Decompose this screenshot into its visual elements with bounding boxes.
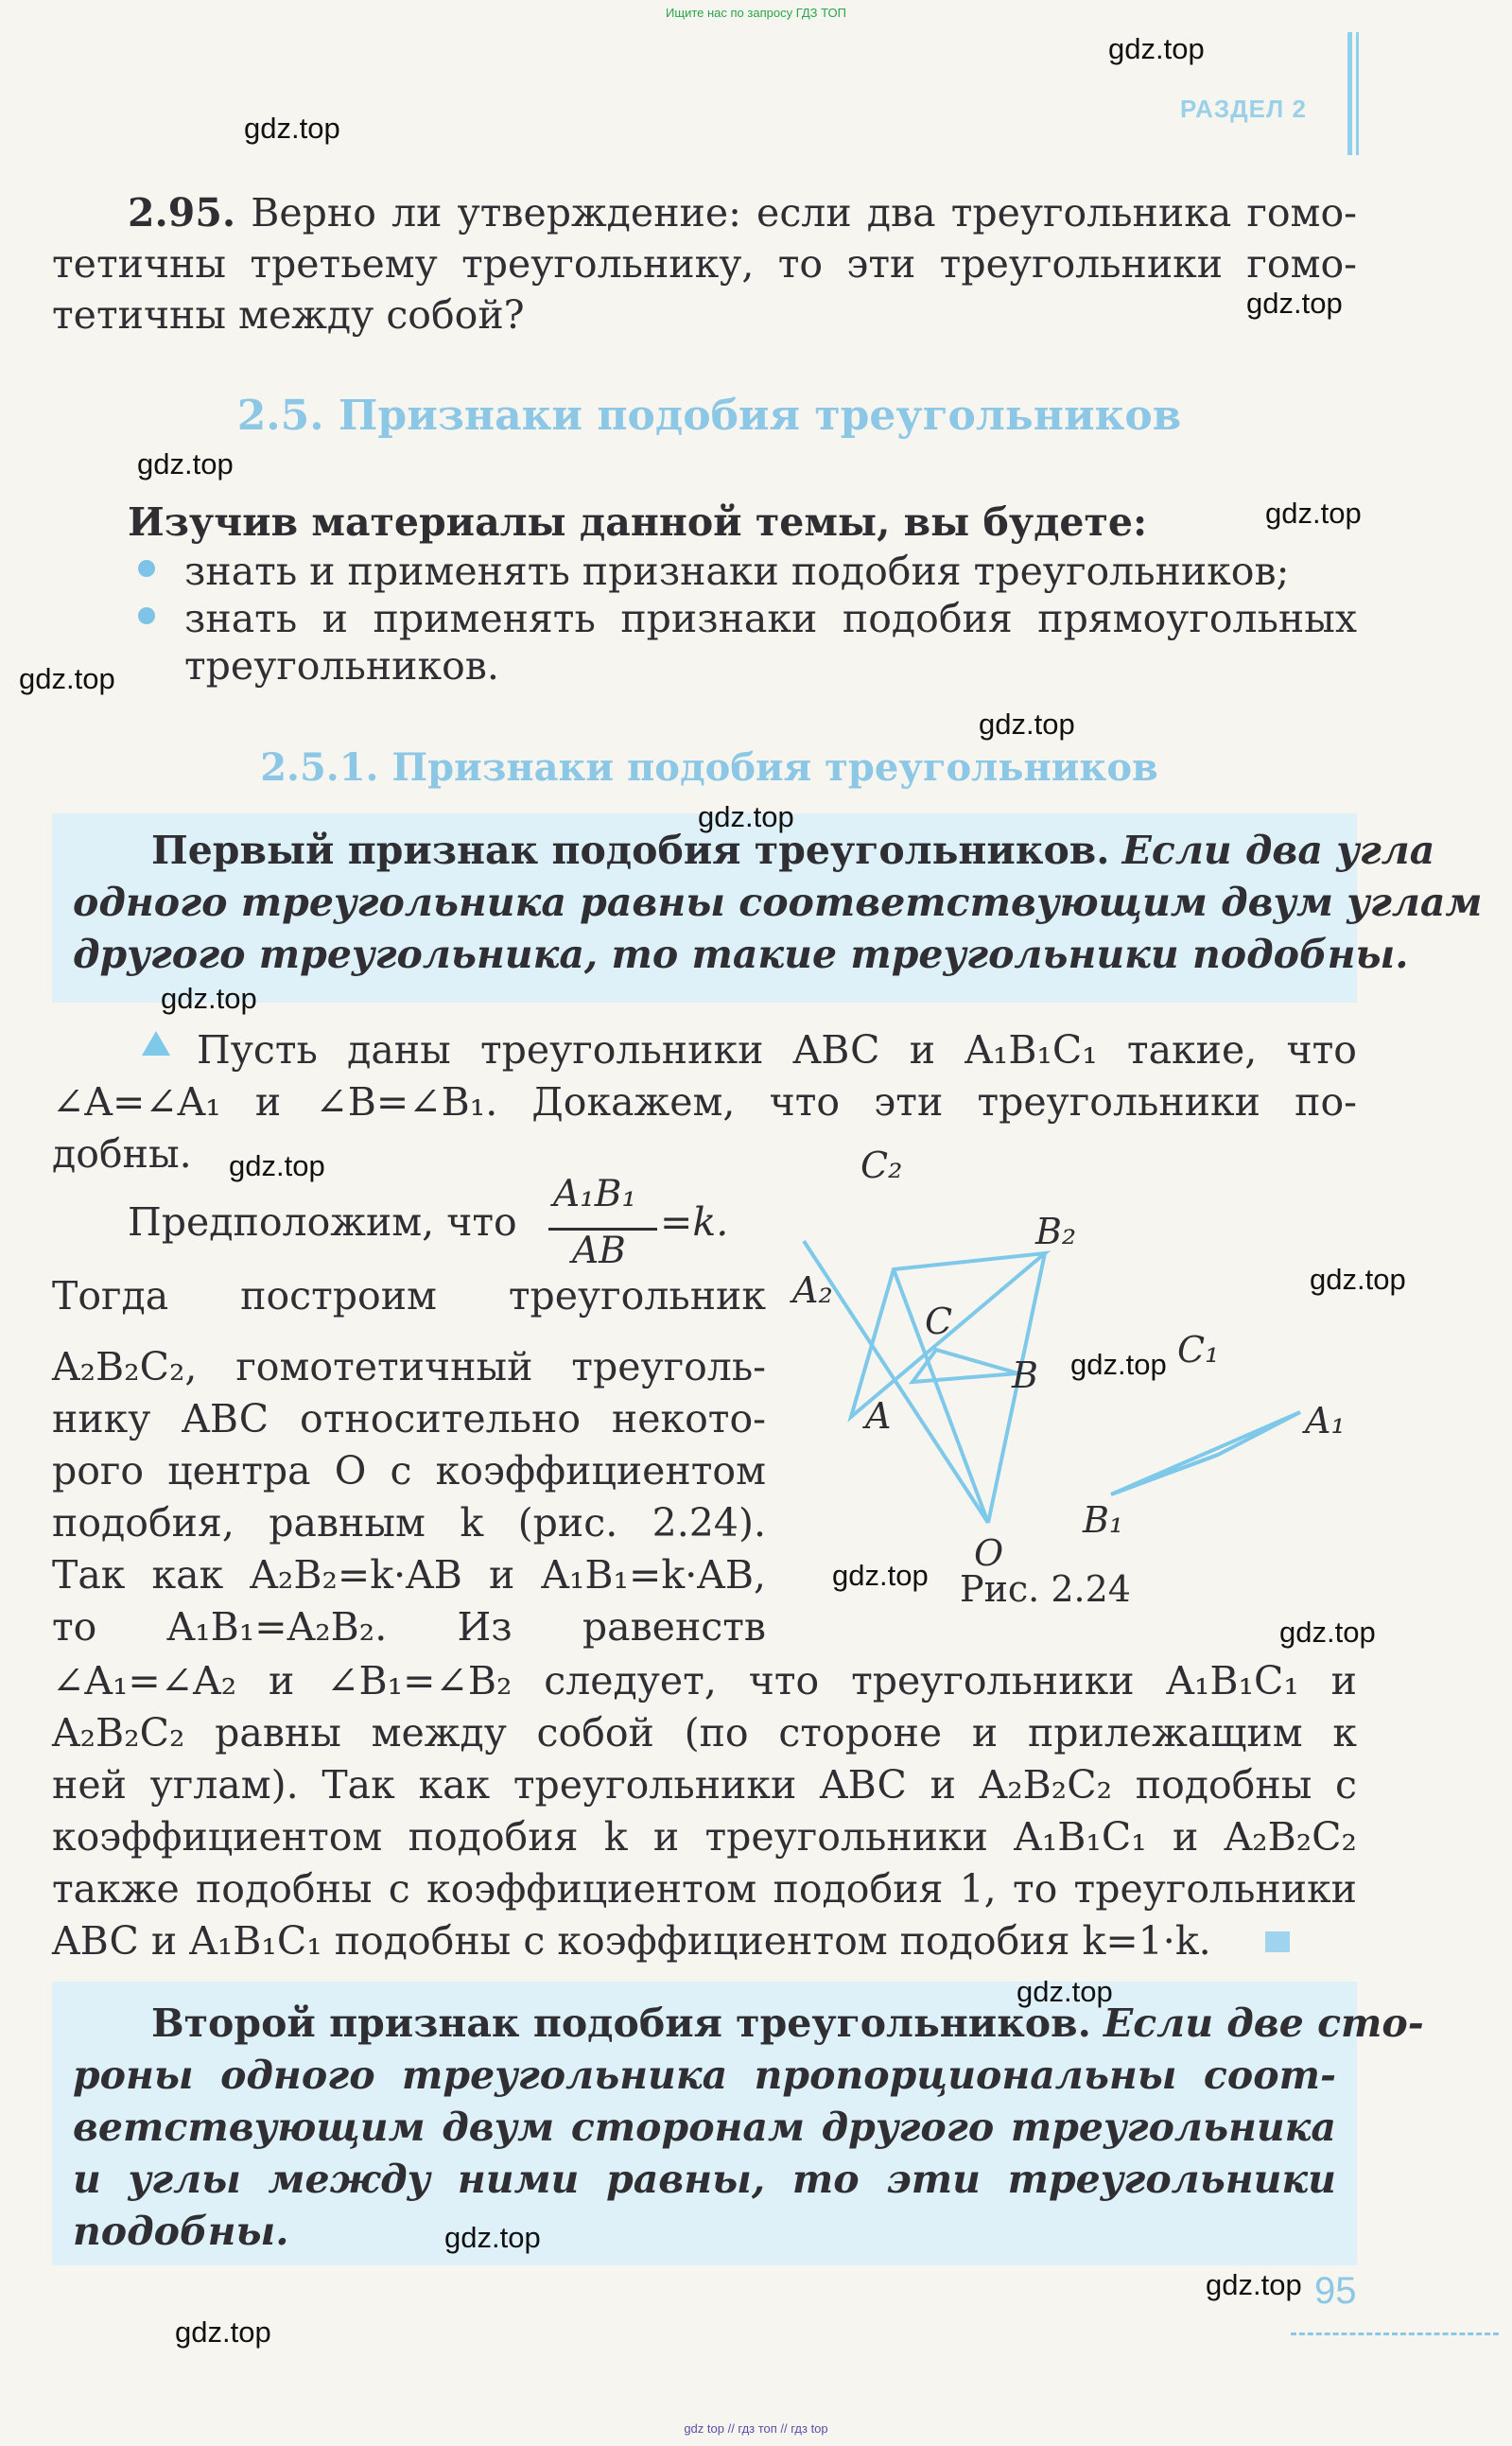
proof-line: коэффициентом подобия k и треугольники A₁B₁C₁ и A₂B₂C₂ (52, 1814, 1357, 1860)
watermark[interactable]: gdz.top (832, 1559, 929, 1592)
theorem-line: другого треугольника, то такие треугольники подобны. (73, 932, 1409, 977)
fraction-rest: =k. (660, 1199, 729, 1245)
figure-2-24 (775, 1135, 1362, 1570)
proof-line: A₂B₂C₂, гомотетичный треуголь- (52, 1344, 766, 1389)
proof-line: Тогда построим треугольник (52, 1273, 766, 1319)
theorem-line: Первый признак подобия треугольников. Если два угла (151, 828, 1435, 873)
side-c1b1 (1111, 1455, 1218, 1494)
section-label: РАЗДЕЛ 2 (1180, 95, 1307, 123)
problem-number: 2.95. (128, 190, 236, 236)
proof-line: то A₁B₁=A₂B₂. Из равенств (52, 1604, 766, 1650)
watermark[interactable]: gdz.top (1265, 497, 1362, 530)
watermark[interactable]: gdz.top (19, 662, 115, 695)
fraction-numerator: A₁B₁ (553, 1173, 637, 1215)
label-a: A (865, 1395, 892, 1437)
proof-line: нику ABC относительно некото- (52, 1396, 766, 1441)
proof-end-icon (1265, 1931, 1290, 1952)
watermark[interactable]: gdz.top (1206, 2268, 1302, 2301)
label-b: B (1012, 1354, 1038, 1396)
watermark[interactable]: gdz.top (1017, 1975, 1113, 2008)
bullet-icon (138, 560, 155, 577)
section-title: 2.5. Признаки подобия треугольников (236, 392, 1182, 440)
watermark[interactable]: gdz.top (1279, 1616, 1376, 1649)
top-note: Ищите нас по запросу ГДЗ ТОП (666, 6, 846, 20)
proof-line: ней углам). Так как треугольники ABC и A₂B₂C₂ подобны с (52, 1762, 1357, 1808)
problem-line: 2.95. Верно ли утверждение: если два треугольника гомо- (128, 190, 1357, 236)
section-intro: Изучив материалы данной темы, вы будете: (128, 499, 1148, 545)
page-number: 95 (1314, 2270, 1357, 2312)
watermark[interactable]: gdz.top (979, 708, 1075, 741)
proof-start-icon (140, 1029, 172, 1057)
bottom-note: gdz top // гдз топ // гдз top (684, 2421, 828, 2436)
watermark[interactable]: gdz.top (1108, 32, 1205, 65)
footer-divider (1291, 2332, 1499, 2335)
watermark[interactable]: gdz.top (1070, 1348, 1167, 1381)
watermark[interactable]: gdz.top (1310, 1263, 1406, 1296)
theorem-box (52, 1982, 1424, 2265)
watermark[interactable]: gdz.top (161, 982, 257, 1015)
watermark[interactable]: gdz.top (698, 800, 794, 833)
theorem-line: роны одного треугольника пропорциональны соот- (73, 2053, 1336, 2098)
theorem-box (52, 813, 1483, 1003)
theorem-line: подобны. (73, 2209, 289, 2254)
label-o: O (974, 1532, 1004, 1574)
theorem-line: и углы между ними равны, то эти треугольники (73, 2157, 1336, 2202)
watermark[interactable]: gdz.top (175, 2315, 271, 2349)
suppose-text: Предположим, что (128, 1199, 517, 1245)
proof-line: добны. (52, 1131, 192, 1177)
label-a2: A₂ (792, 1269, 833, 1311)
label-c: C (925, 1301, 953, 1342)
problem-line: тетичны третьему треугольнику, то эти треугольники гомо- (52, 241, 1357, 287)
proof-line: рого центра O с коэффициентом (52, 1448, 766, 1494)
proof-line: ∠A₁=∠A₂ и ∠B₁=∠B₂ следует, что треугольники A₁B₁C₁ и (52, 1658, 1357, 1703)
goal-item: треугольников. (184, 643, 499, 689)
goal-item: знать и применять признаки подобия треугольников; (184, 549, 1290, 594)
watermark[interactable]: gdz.top (229, 1149, 325, 1182)
label-c1: C₁ (1177, 1329, 1220, 1371)
margin-bar (1356, 32, 1359, 155)
problem-line: тетичны между собой? (52, 292, 525, 338)
theorem-line: ветствующим двум сторонам другого треугольника (73, 2105, 1336, 2150)
label-a1: A₁ (1305, 1400, 1346, 1441)
proof-line: A₂B₂C₂ равны между собой (по стороне и прилежащим к (52, 1710, 1357, 1756)
watermark[interactable]: gdz.top (444, 2221, 541, 2254)
proof-line: Пусть даны треугольники ABC и A₁B₁C₁ такие, что (197, 1027, 1357, 1073)
theorem-line: одного треугольника равны соответствующим двум углам (73, 880, 1483, 925)
watermark[interactable]: gdz.top (244, 112, 340, 145)
figure-caption: Рис. 2.24 (960, 1568, 1131, 1610)
theorem-line: Второй признак подобия треугольников. Если две сто- (151, 2000, 1424, 2046)
margin-bar (1347, 32, 1352, 155)
label-c2: C₂ (860, 1144, 903, 1186)
fraction-denominator: AB (572, 1230, 626, 1272)
proof-line: ∠A=∠A₁ и ∠B=∠B₁. Докажем, что эти треугольники по- (52, 1079, 1357, 1125)
label-b1: B₁ (1083, 1499, 1124, 1541)
subsection-title: 2.5.1. Признаки подобия треугольников (260, 745, 1158, 790)
proof-line: подобия, равным k (рис. 2.24). (52, 1500, 766, 1546)
watermark[interactable]: gdz.top (1246, 287, 1343, 320)
label-b2: B₂ (1035, 1211, 1077, 1252)
goal-item: знать и применять признаки подобия прямоугольных (184, 596, 1357, 641)
proof-line: Так как A₂B₂=k·AB и A₁B₁=k·AB, (52, 1552, 766, 1598)
proof-line: ABC и A₁B₁C₁ подобны с коэффициентом подобия k=1·k. (52, 1918, 1211, 1964)
proof-line: также подобны с коэффициентом подобия 1, то треугольники (52, 1866, 1357, 1912)
bullet-icon (138, 607, 155, 624)
watermark[interactable]: gdz.top (137, 447, 234, 480)
